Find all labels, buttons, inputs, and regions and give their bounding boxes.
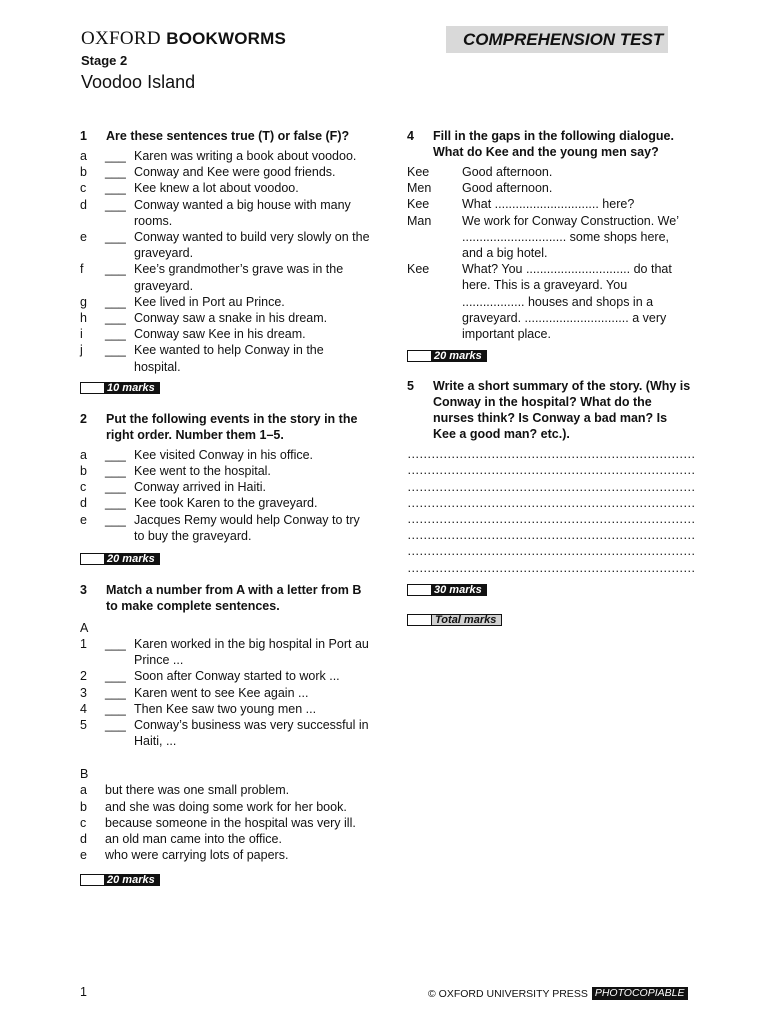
marks-label: 10 marks <box>104 382 160 394</box>
list-item <box>80 261 370 293</box>
dialogue-line <box>407 196 697 212</box>
question-number: 2 <box>80 411 87 426</box>
dialogue-line <box>407 164 697 180</box>
item-letter: d <box>80 197 87 212</box>
list-item <box>80 447 370 463</box>
question-number: 1 <box>80 129 87 143</box>
list-item <box>80 326 370 342</box>
score-box[interactable] <box>80 553 104 565</box>
total-score-box[interactable] <box>407 614 431 626</box>
item-letter: 5 <box>80 718 87 733</box>
item-letter: d <box>80 832 87 847</box>
answer-blank[interactable]: ___ <box>105 343 126 358</box>
answer-blank[interactable]: ___ <box>105 637 126 652</box>
answer-blank[interactable]: ___ <box>105 701 126 716</box>
item-text: Karen worked in the big hospital in Port au Prince ... <box>134 637 369 668</box>
list-item <box>80 463 370 479</box>
question-3-heading <box>80 582 370 614</box>
list-item <box>80 636 370 668</box>
item-letter: c <box>80 480 87 495</box>
marks-label: 30 marks <box>431 584 487 596</box>
question-text: Match a number from A with a letter from B to make complete sentences. <box>106 583 362 614</box>
answer-line[interactable]: ……………………………………………………………… <box>407 544 695 559</box>
total-marks-label: Total marks <box>431 614 502 626</box>
photocopiable-badge: PHOTOCOPIABLE <box>592 987 688 1000</box>
answer-blank[interactable]: ___ <box>105 230 126 245</box>
item-text: Kee lived in Port au Prince. <box>134 294 285 309</box>
answer-blank[interactable]: ___ <box>105 327 126 342</box>
list-item <box>80 495 370 511</box>
item-text: Karen went to see Kee again ... <box>134 685 309 700</box>
question-text: Fill in the gaps in the following dialogue. What do Kee and the young men say? <box>433 129 674 159</box>
answer-blank[interactable]: ___ <box>105 311 126 326</box>
list-a-label: A <box>80 621 89 636</box>
item-text: Kee knew a lot about voodoo. <box>134 181 299 196</box>
brand-logo <box>81 27 286 51</box>
answer-blank[interactable]: ___ <box>105 197 126 212</box>
item-letter: g <box>80 294 87 309</box>
item-text: Kee visited Conway in his office. <box>134 447 314 462</box>
answer-blank[interactable]: ___ <box>105 685 126 700</box>
list-item <box>80 479 370 495</box>
dialogue-text[interactable]: What .............................. here? <box>462 197 635 212</box>
item-letter: e <box>80 848 87 863</box>
list-item <box>80 512 370 544</box>
item-letter: c <box>80 181 87 196</box>
q3-list-b <box>80 782 370 863</box>
list-item <box>80 148 370 164</box>
answer-blank[interactable]: ___ <box>105 447 126 462</box>
item-text: and she was doing some work for her book. <box>105 799 347 814</box>
item-text: Conway’s business was very successful in Haiti, ... <box>134 718 369 749</box>
question-1-heading <box>80 128 370 144</box>
question-2 <box>80 411 370 565</box>
item-letter: 3 <box>80 685 87 700</box>
question-number: 4 <box>407 129 414 143</box>
item-letter: c <box>80 815 87 830</box>
speaker: Kee <box>407 197 430 212</box>
item-letter: e <box>80 512 87 527</box>
question-3 <box>80 582 370 885</box>
question-5-heading <box>407 378 697 442</box>
left-column <box>80 128 370 886</box>
total-marks <box>407 614 697 626</box>
list-item <box>80 310 370 326</box>
item-letter: h <box>80 311 87 326</box>
item-text: Soon after Conway started to work ... <box>134 669 340 684</box>
brand-oxford: OXFORD <box>81 28 161 49</box>
list-item <box>80 701 370 717</box>
item-text: Conway saw a snake in his dream. <box>134 311 328 326</box>
dialogue-line <box>407 261 697 342</box>
list-item <box>80 164 370 180</box>
q2-item-list <box>80 447 370 544</box>
answer-blank[interactable]: ___ <box>105 512 126 527</box>
item-text: Conway wanted to build very slowly on the graveyard. <box>134 230 370 261</box>
item-letter: b <box>80 799 87 814</box>
list-b-label: B <box>80 767 89 782</box>
dialogue-line <box>407 180 697 196</box>
item-text: Conway and Kee were good friends. <box>134 165 336 180</box>
item-text: because someone in the hospital was very ill. <box>105 815 356 830</box>
speaker: Kee <box>407 262 430 277</box>
speaker: Kee <box>407 165 430 179</box>
page-title: Voodoo Island <box>81 72 196 92</box>
list-item <box>80 229 370 261</box>
item-text: Conway arrived in Haiti. <box>134 480 266 495</box>
list-item <box>80 815 370 831</box>
question-number: 3 <box>80 583 87 598</box>
answer-blank[interactable]: ___ <box>105 149 126 163</box>
stage-label: Stage 2 <box>81 53 128 68</box>
item-text: Kee’s grandmother’s grave was in the graveyard. <box>134 262 344 293</box>
q3-marks <box>80 874 370 886</box>
speaker: Man <box>407 213 432 228</box>
question-4 <box>407 128 701 363</box>
copyright-text: © OXFORD UNIVERSITY PRESS <box>428 987 588 1000</box>
item-text: but there was one small problem. <box>105 783 290 798</box>
q5-marks <box>407 584 697 596</box>
score-box[interactable] <box>407 584 431 596</box>
answer-blank[interactable]: ___ <box>105 181 126 196</box>
list-item <box>80 799 370 815</box>
item-text: Jacques Remy would help Conway to try to buy the graveyard. <box>134 512 360 543</box>
answer-blank[interactable]: ___ <box>105 294 126 309</box>
answer-blank[interactable]: ___ <box>105 165 126 180</box>
question-text: Write a short summary of the story. (Why is Conway in the hospital? What do the nurses think? Is Conway a bad man? Is Kee a good man? etc.). <box>433 379 691 442</box>
list-item <box>80 197 370 229</box>
list-item <box>80 668 370 684</box>
item-text: Then Kee saw two young men ... <box>134 701 317 716</box>
dialogue-text[interactable]: What? You .............................. do that here. This is a graveyard. You .................. houses and shops in a graveyard. .............................. a very important place. <box>462 262 676 342</box>
list-item <box>80 831 370 847</box>
list-item <box>80 294 370 310</box>
list-item <box>80 717 370 749</box>
answer-line[interactable]: ……………………………………………………………… <box>407 560 695 575</box>
q2-marks <box>80 553 370 565</box>
item-text: Kee took Karen to the graveyard. <box>134 496 318 511</box>
list-item <box>80 847 370 863</box>
item-letter: f <box>80 262 84 277</box>
list-item <box>80 685 370 701</box>
question-number: 5 <box>407 379 414 394</box>
dialogue-line <box>407 213 701 262</box>
footer-copyright <box>428 987 688 1000</box>
right-column <box>407 128 701 626</box>
answer-line[interactable]: ……………………………………………………………… <box>407 495 695 510</box>
q1-marks <box>80 382 370 394</box>
answer-line[interactable]: ……………………………………………………………… <box>407 512 695 527</box>
score-box[interactable] <box>80 874 104 886</box>
list-item <box>80 180 370 196</box>
answer-line[interactable]: ……………………………………………………………… <box>407 463 695 478</box>
summary-answer-lines[interactable] <box>407 446 697 576</box>
item-letter: 2 <box>80 669 87 684</box>
q3-list-a <box>80 636 370 749</box>
marks-label: 20 marks <box>431 350 487 362</box>
dialogue <box>407 164 701 342</box>
item-letter: 1 <box>80 637 87 652</box>
item-letter: a <box>80 447 87 462</box>
comprehension-test-badge: COMPREHENSION TEST <box>446 26 668 53</box>
question-text: Are these sentences true (T) or false (F)? <box>106 129 350 143</box>
dialogue-text[interactable]: Good afternoon. <box>462 165 553 179</box>
answer-blank[interactable]: ___ <box>105 480 126 495</box>
answer-blank[interactable]: ___ <box>105 669 126 684</box>
item-text: Kee went to the hospital. <box>134 464 271 479</box>
question-2-heading <box>80 411 370 443</box>
dialogue-text[interactable]: Good afternoon. <box>462 181 553 196</box>
score-box[interactable] <box>407 350 431 362</box>
answer-blank[interactable]: ___ <box>105 718 126 733</box>
item-text: Karen was writing a book about voodoo. <box>134 149 357 163</box>
answer-blank[interactable]: ___ <box>105 464 126 479</box>
item-letter: j <box>80 343 83 358</box>
item-letter: b <box>80 464 87 479</box>
answer-line[interactable]: ……………………………………………………………… <box>407 528 695 543</box>
speaker: Men <box>407 181 432 196</box>
item-letter: e <box>80 230 87 245</box>
q4-marks <box>407 350 697 362</box>
item-letter: a <box>80 149 87 163</box>
q1-item-list <box>80 148 370 375</box>
item-letter: d <box>80 496 87 511</box>
list-item <box>80 782 370 798</box>
question-5 <box>407 378 697 596</box>
item-letter: b <box>80 165 87 180</box>
marks-label: 20 marks <box>104 553 160 565</box>
item-letter: 4 <box>80 701 87 716</box>
item-text: Conway saw Kee in his dream. <box>134 327 306 342</box>
dialogue-text[interactable]: We work for Conway Construction. We’ .............................. some shops here, and a big hotel. <box>462 213 701 261</box>
answer-line[interactable]: ……………………………………………………………… <box>407 479 695 494</box>
answer-blank[interactable]: ___ <box>105 496 126 511</box>
score-box[interactable] <box>80 382 104 394</box>
page-number: 1 <box>80 985 87 999</box>
question-4-heading <box>407 128 697 160</box>
item-text: an old man came into the office. <box>105 832 282 847</box>
question-text: Put the following events in the story in the right order. Number them 1–5. <box>106 411 358 442</box>
answer-blank[interactable]: ___ <box>105 262 126 277</box>
item-letter: a <box>80 783 87 798</box>
item-letter: i <box>80 327 83 342</box>
item-text: Conway wanted a big house with many rooms. <box>134 197 351 228</box>
question-1 <box>80 128 370 394</box>
answer-line[interactable]: ……………………………………………………………… <box>407 447 695 462</box>
item-text: Kee wanted to help Conway in the hospital. <box>134 343 324 374</box>
list-item <box>80 342 370 374</box>
item-text: who were carrying lots of papers. <box>105 848 289 863</box>
brand-bookworms: BOOKWORMS <box>166 29 287 48</box>
marks-label: 20 marks <box>104 874 160 886</box>
